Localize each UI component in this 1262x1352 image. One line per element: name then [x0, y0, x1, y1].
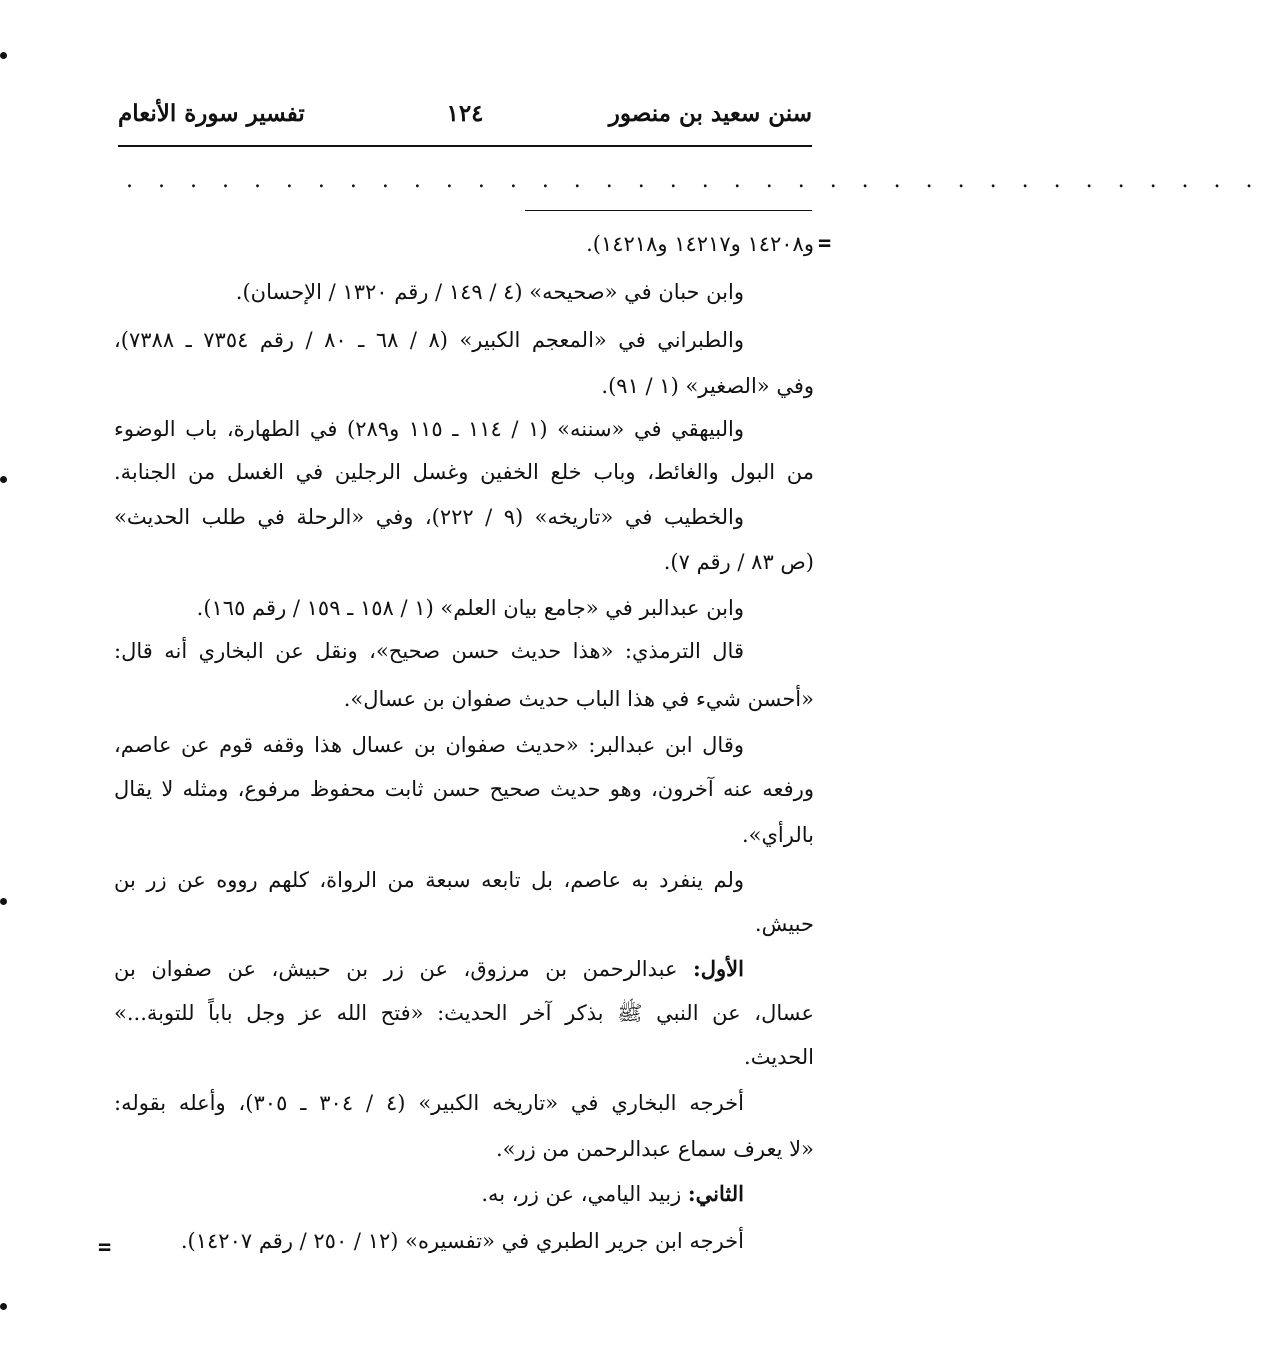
continuation-mark-top: =: [818, 231, 832, 256]
text-line: والبيهقي في «سننه» (١ / ١١٤ ـ ١١٥ و٢٨٩) في الطهارة، باب الوضوء: [114, 417, 744, 441]
footnote-rule: [525, 210, 812, 211]
text-line-first: [114, 953, 814, 985]
text-line: الحديث.: [744, 1045, 814, 1069]
text-line: أخرجه البخاري في «تاريخه الكبير» (٤ / ٣٠٤ ـ ٣٠٥)، وأعله بقوله:: [114, 1091, 744, 1115]
text-span: زبيد اليامي، عن زر، به.: [481, 1182, 682, 1206]
dotted-separator: . . . . . . . . . . . . . . . . . . . . . . . . . . . . . . . . . . . .: [126, 168, 1262, 193]
edge-mark: [0, 52, 7, 59]
text-line: عسال، عن النبي ﷺ بذكر آخر الحديث: «فتح الله عز وجل باباً للتوبة...»: [114, 1001, 814, 1025]
edge-mark: [0, 898, 7, 905]
text-line: ورفعه عنه آخرون، وهو حديث صحيح حسن ثابت محفوظ مرفوع، ومثله لا يقال: [114, 777, 814, 801]
text-line: وابن عبدالبر في «جامع بيان العلم» (١ / ١٥٨ ـ ١٥٩ / رقم ١٦٥).: [196, 596, 744, 620]
text-line: وفي «الصغير» (١ / ٩١).: [601, 374, 814, 398]
text-span: عبدالرحمن بن مرزوق، عن زر بن حبيش، عن صفوان بن: [114, 957, 678, 981]
text-line: والطبراني في «المعجم الكبير» (٨ / ٦٨ ـ ٨٠ / رقم ٧٣٥٤ ـ ٧٣٨٨)،: [114, 328, 744, 352]
section-title: تفسير سورة الأنعام: [118, 100, 305, 127]
text-line: «لا يعرف سماع عبدالرحمن من زر».: [495, 1137, 814, 1161]
continuation-mark-bottom: =: [98, 1235, 112, 1260]
text-line: والخطيب في «تاريخه» (٩ / ٢٢٢)، وفي «الرحلة في طلب الحديث»: [114, 505, 744, 529]
text-line: و١٤٢٠٨ و١٤٢١٧ و١٤٢١٨).: [586, 232, 814, 256]
text-line: حبيش.: [754, 912, 814, 936]
running-head: [118, 100, 812, 140]
label-second: الثاني:: [687, 1181, 744, 1206]
text-line: «أحسن شيء في هذا الباب حديث صفوان بن عسال».: [343, 687, 814, 711]
text-line: من البول والغائط، وباب خلع الخفين وغسل الرجلين في الغسل من الجنابة.: [114, 460, 814, 484]
text-line: بالرأي».: [741, 823, 814, 847]
text-line: قال الترمذي: «هذا حديث حسن صحيح»، ونقل عن البخاري أنه قال:: [114, 639, 744, 663]
text-line: ولم ينفرد به عاصم، بل تابعه سبعة من الرواة، كلهم رووه عن زر بن: [114, 868, 744, 892]
text-line: وابن حبان في «صحيحه» (٤ / ١٤٩ / رقم ١٣٢٠ / الإحسان).: [235, 280, 744, 304]
label-first: الأول:: [693, 956, 744, 981]
edge-mark: [0, 476, 7, 483]
edge-mark: [0, 1303, 7, 1310]
text-line: أخرجه ابن جرير الطبري في «تفسيره» (١٢ / ٢٥٠ / رقم ١٤٢٠٧).: [180, 1229, 744, 1253]
text-line: وقال ابن عبدالبر: «حديث صفوان بن عسال هذا وقفه قوم عن عاصم،: [114, 733, 744, 757]
header-rule: [118, 145, 812, 147]
page-number: ١٢٤: [446, 100, 484, 127]
text-line-second: [114, 1178, 814, 1210]
text-line: (ص ٨٣ / رقم ٧).: [663, 550, 814, 574]
book-title: سنن سعيد بن منصور: [608, 100, 812, 127]
